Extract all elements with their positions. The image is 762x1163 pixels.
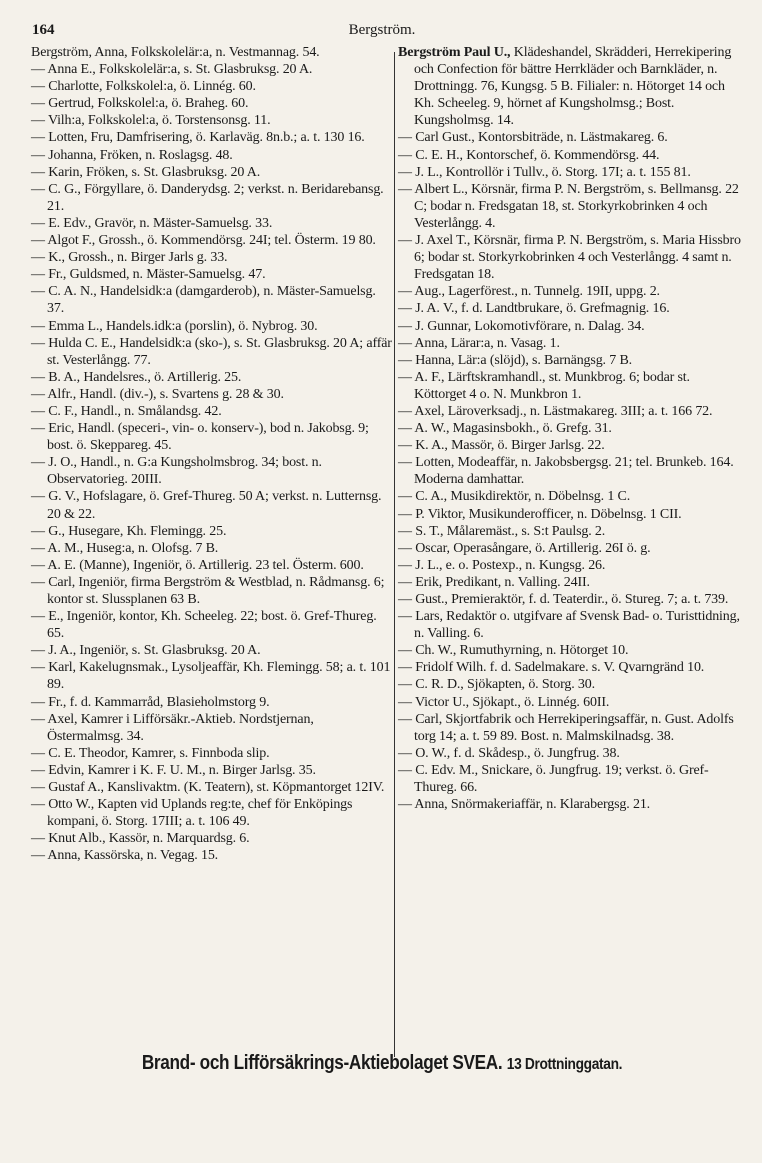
directory-entry [398,335,743,352]
entry-text: — J. L., e. o. Postexp., n. Kungsg. 26. [398,557,606,573]
directory-entry [398,437,743,454]
column-divider [394,52,395,1057]
directory-entry: — Hulda C. E., Handelsidk:a (sko-), s. St. Glasbruksg. 20 A; affär st. Vesterlångg. 77. [31,335,392,368]
directory-entry: — J. O., Handl., n. G:a Kungsholmsbrog. 34; bost. n. Observatorieg. 20III. [31,455,322,488]
directory-entry [398,659,743,676]
entry-text: — Erik, Predikant, n. Valling. 24II. [398,574,590,590]
directory-entry [398,540,743,557]
directory-entry [398,745,743,762]
directory-entry: — Fr., Guldsmed, n. Mäster-Samuelsg. 47. [31,267,266,283]
directory-entry: Bergström, Anna, Folkskolelär:a, n. Vestmannag. 54. [31,45,320,60]
entry-text: — Anna, Snörmakeriaffär, n. Klarabergsg. 21. [398,797,651,813]
entry-text: — C. E. H., Kontorschef, ö. Kommendörsg. 44. [398,147,660,163]
entry-text: — C. Edv. M., Snickare, ö. Jungfrug. 19; verkst. ö. Gref-Thureg. 66. [398,762,709,796]
directory-entry: — G., Husegare, Kh. Flemingg. 25. [31,523,227,539]
directory-entry: — Otto W., Kapten vid Uplands reg:te, chef för Enköpings kompani, ö. Storg. 17III; a. t. 106 49. [31,797,353,830]
entry-text: — C. A., Musikdirektör, n. Döbelnsg. 1 C. [398,489,631,505]
running-head: Bergström. [348,22,416,38]
directory-entry: — A. M., Huseg:a, n. Olofsg. 7 B. [31,540,219,556]
directory-entry: — C. A. N., Handelsidk:a (damgarderob), n. Mäster-Samuelsg. 37. [31,284,376,317]
entry-text: — Aug., Lagerförest., n. Tunnelg. 19II, uppg. 2. [398,284,660,300]
directory-entry [398,506,743,523]
directory-entry: — Carl, Ingeniör, firma Bergström & Westblad, n. Rådmansg. 6; kontor st. Slussplanen 63 B. [31,574,385,607]
directory-entry: — E. Edv., Gravör, n. Mäster-Samuelsg. 33. [31,215,273,231]
entry-text: — Fridolf Wilh. f. d. Sadelmakare. s. V. Qvarngränd 10. [398,660,705,676]
entry-text: — Hanna, Lär:a (slöjd), s. Barnängsg. 7 B. [398,352,632,368]
entry-text: — Albert L., Körsnär, firma P. N. Bergström, s. Bellmansg. 22 C; bodar n. Fredsgatan 18, st. Storkyrkobrinken 4 och Vesterlångg. 4. [398,181,739,231]
directory-entry: — Edvin, Kamrer i K. F. U. M., n. Birger Jarlsg. 35. [31,762,316,778]
directory-entry [398,711,743,745]
entry-text: — J. Axel T., Körsnär, firma P. N. Bergström, s. Maria Hissbro 6; bodar st. Storkyrkobrinken 4 och Vesterlångg. 4 samt n. Fredsgatan 18. [398,233,741,283]
entry-text: — Victor U., Sjökapt., ö. Linnég. 60II. [398,694,610,710]
entry-text: — Gust., Premieraktör, f. d. Teaterdir., ö. Stureg. 7; a. t. 739. [398,592,729,607]
entry-text: — Lotten, Modeaffär, n. Jakobsbergsg. 21; tel. Brunkeb. 164. Moderna damhattar. [398,455,734,488]
directory-entry: — C. F., Handl., n. Smålandsg. 42. [31,403,222,419]
directory-entry: — Algot F., Grossh., ö. Kommendörsg. 24I; tel. Österm. 19 80. [31,233,376,249]
directory-entry [398,642,743,659]
directory-entry: — Gustaf A., Kanslivaktm. (K. Teatern), st. Köpmantorget 12IV. [31,780,385,796]
directory-entry [398,300,743,317]
directory-entry [398,164,743,181]
entry-text: — J. L., Kontrollör i Tullv., ö. Storg. 17I; a. t. 155 81. [398,164,691,180]
directory-entry: — E., Ingeniör, kontor, Kh. Scheeleg. 22; bost. ö. Gref-Thureg. 65. [31,609,377,642]
entry-text: — A. F., Lärftskramhandl., st. Munkbrog. 6; bodar st. Köttorget 4 o. N. Munkbron 1. [398,369,690,402]
entry-text: — J. Gunnar, Lokomotivförare, n. Dalag. 34. [398,318,645,334]
directory-entry [398,762,743,796]
directory-entry [398,232,743,283]
directory-entry: — G. V., Hofslagare, ö. Gref-Thureg. 50 A; verkst. n. Lutternsg. 20 & 22. [31,489,382,522]
directory-entry [398,591,743,608]
directory-entry: — Charlotte, Folkskolel:a, ö. Linnég. 60. [31,79,256,95]
directory-entry: — Johanna, Fröken, n. Roslagsg. 48. [31,147,233,163]
directory-entry [398,147,743,164]
entry-text: — Oscar, Operasångare, ö. Artillerig. 26I ö. g. [398,540,651,556]
directory-entry: — C. E. Theodor, Kamrer, s. Finnboda slip. [31,745,270,761]
directory-entry: — C. G., Förgyllare, ö. Danderydsg. 2; verkst. n. Beridarebansg. 21. [31,181,384,214]
directory-entry: — Vilh:a, Folkskolel:a, ö. Torstensonsg. 11. [31,113,271,129]
directory-entry: — Lotten, Fru, Damfrisering, ö. Karlaväg. 8n.b.; a. t. 130 16. [31,130,365,146]
directory-entry [398,420,743,437]
entry-text: — A. W., Magasinsbokh., ö. Grefg. 31. [398,421,612,437]
directory-entry [398,694,743,711]
directory-entry: — Eric, Handl. (speceri-, vin- o. konserv-), bod n. Jakobsg. 9; bost. ö. Skeppareg. 45. [31,421,369,454]
directory-entry: — A. E. (Manne), Ingeniör, ö. Artillerig. 23 tel. Österm. 600. [31,557,364,573]
directory-entry [398,676,743,693]
directory-entry [398,181,743,232]
directory-entry: — K., Grossh., n. Birger Jarls g. 33. [31,250,228,266]
directory-entry [398,44,743,129]
directory-entry [398,403,743,420]
directory-entry: — Knut Alb., Kassör, n. Marquardsg. 6. [31,831,250,847]
entry-text: — O. W., f. d. Skådesp., ö. Jungfrug. 38. [398,745,620,761]
directory-entry [398,454,743,488]
advertisement-footer [79,1052,684,1075]
entry-text: — Lars, Redaktör o. utgifvare af Svensk Bad- o. Turisttidning, n. Valling. 6. [398,609,740,642]
directory-entry [398,318,743,335]
directory-entry: — Anna, Kassörska, n. Vegag. 15. [31,848,219,864]
directory-entry: — Fr., f. d. Kammarråd, Blasieholmstorg 9. [31,694,270,710]
directory-entry [398,608,743,642]
entry-text: — J. A. V., f. d. Landtbrukare, ö. Grefmagnig. 16. [398,301,670,317]
directory-entry [398,574,743,591]
left-column [31,44,392,865]
directory-entry [398,557,743,574]
directory-entry: — Alfr., Handl. (div.-), s. Svartens g. 28 & 30. [31,386,284,402]
entry-text: Klädeshandel, Skrädderi, Herrekipering och Confection för bättre Herrkläder och Barnkläder, n. Drottningg. 76, Kungsg. 5 B. Filialer: n. Hötorget 14 och Kh. Scheeleg. 9, hörnet af Kungsholmsg.; Bost. Kungsholmsg. 14. [414,45,732,129]
entry-text: — Anna, Lärar:a, n. Vasag. 1. [398,335,560,351]
directory-entry: — Gertrud, Folkskolel:a, ö. Braheg. 60. [31,96,249,112]
directory-entry [398,129,743,146]
directory-entry [398,369,743,403]
footer-address: 13 Drottninggatan. [506,1056,623,1073]
entry-text: — C. R. D., Sjökapten, ö. Storg. 30. [398,677,595,693]
footer-company: Brand- och Lifförsäkrings-Aktiebolaget SVEA. [141,1052,503,1074]
directory-entry: — B. A., Handelsres., ö. Artillerig. 25. [31,369,242,385]
directory-entry [398,488,743,505]
directory-entry [398,352,743,369]
directory-entry [398,283,743,300]
entry-text: — P. Viktor, Musikunderofficer, n. Döbelnsg. 1 CII. [398,506,682,522]
directory-entry: — Emma L., Handels.idk:a (porslin), ö. Nybrog. 30. [31,318,318,334]
directory-entry: — Karl, Kakelugnsmak., Lysoljeaffär, Kh. Flemingg. 58; a. t. 101 89. [31,660,391,693]
entry-text: — Ch. W., Rumuthyrning, n. Hötorget 10. [398,643,629,659]
directory-entry: — Karin, Fröken, s. St. Glasbruksg. 20 A. [31,164,261,180]
entry-heading: Bergström Paul U., [398,45,511,60]
entry-text: — S. T., Målaremäst., s. S:t Paulsg. 2. [398,523,606,539]
directory-entry: — Anna E., Folkskolelär:a, s. St. Glasbruksg. 20 A. [31,62,313,78]
page-number: 164 [32,22,55,38]
directory-entry: — J. A., Ingeniör, s. St. Glasbruksg. 20 A. [31,643,261,659]
page-header [32,22,732,44]
entry-text: — Carl, Skjortfabrik och Herrekiperingsaffär, n. Gust. Adolfs torg 14; a. t. 59 89. Bost. n. Malmskilnadsg. 38. [398,711,734,744]
directory-entry [398,523,743,540]
directory-entry: — Axel, Kamrer i Lifförsäkr.-Aktieb. Nordstjernan, Östermalmsg. 34. [31,711,314,744]
right-column [398,44,743,813]
directory-entry [398,796,743,813]
entry-text: — Carl Gust., Kontorsbiträde, n. Lästmakareg. 6. [398,130,668,146]
entry-text: — Axel, Läroverksadj., n. Lästmakareg. 3III; a. t. 166 72. [398,403,713,419]
entry-text: — K. A., Massör, ö. Birger Jarlsg. 22. [398,438,605,454]
